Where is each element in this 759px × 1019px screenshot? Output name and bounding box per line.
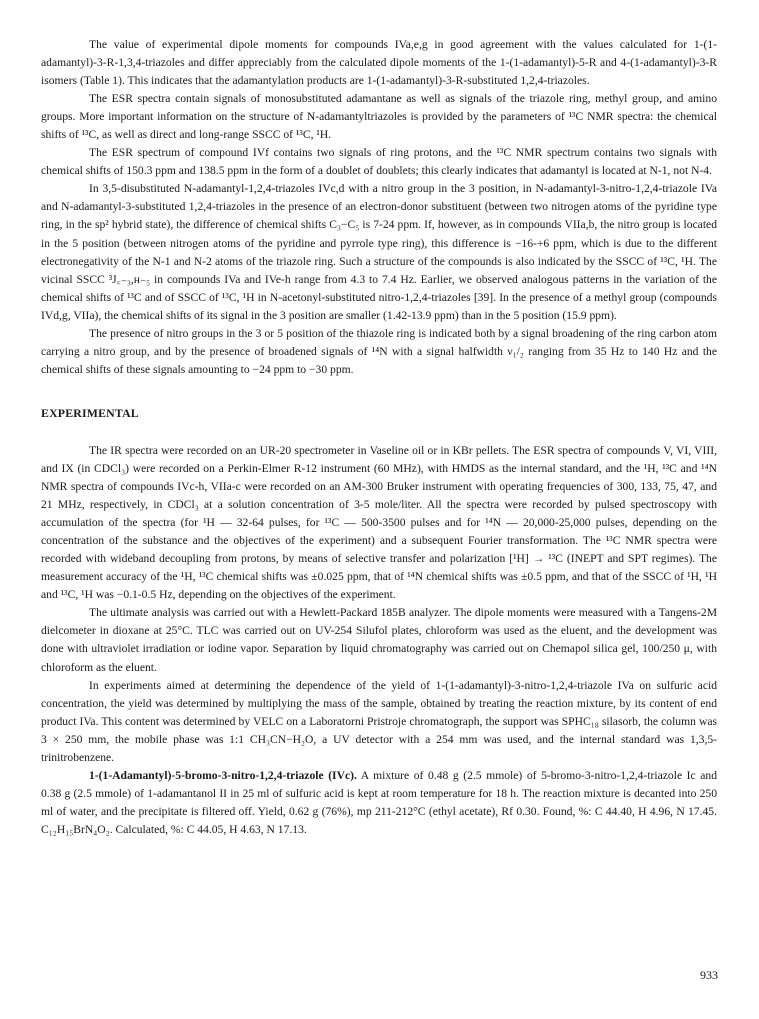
paragraph-esr-spectra: The ESR spectra contain signals of monosubstituted adamantane as well as signals of the triazole ring, methyl group, and amino groups. More important information on the structure of N-adamantyltriazoles is provided by the parameters of ¹³C NMR spectra: the chemical shifts of ¹³C, as well as direct and long-range SSCC of ¹³C, ¹H.	[41, 92, 717, 142]
page-number: 933	[700, 968, 718, 982]
compound-title-ivc: 1-(1-Adamantyl)-5-bromo-3-nitro-1,2,4-triazole (IVc).	[89, 768, 357, 782]
paragraph-spectra-methods: The IR spectra were recorded on an UR-20 spectrometer in Vaseline oil or in KBr pellets. The ESR spectra of compounds V, VI, VIII, and IX (in CDCl₃) were recorded on a Perkin-Elmer R-12 instrument (60 MHz), with HMDS as the internal standard, and the ¹H, ¹³C and ¹⁴N NMR spectra of compounds IVc-h, VIIa-c were recorded on an AM-300 Bruker instrument with operating frequencies of 300, 133, 75, 47, and 21 MHz, respectively, in CDCl₃ at a solution concentration of 3-5 mole/liter. All the spectra were recorded by pulsed spectroscopy with accumulation of the spectra (for ¹H — 32-64 pulses, for ¹³C — 500-3500 pulses and for ¹⁴N — 20,000-25,000 pulses, depending on the concentration of the substance and the objectives of the experiment) and a subsequent Fourier transformation. The ¹³C NMR spectra were recorded with wideband decoupling from protons, by means of selective transfer and polarization [¹H] → ¹³C (INEPT and SPT regimes). The measurement accuracy of the ¹H, ¹³C chemical shifts was ±0.025 ppm, that of ¹⁴N chemical shifts was ±0.5 ppm, and that of the SSCC of ¹H, ¹H and ¹³C, ¹H was −0.1-0.5 Hz, depending on the objectives of the experiment.	[41, 443, 717, 602]
section-heading-experimental: EXPERIMENTAL	[41, 405, 139, 420]
paragraph-synthesis-ivc	[41, 767, 717, 839]
paragraph-compound-ivf: The ESR spectrum of compound IVf contains two signals of ring protons, and the ¹³C NMR spectrum contains two signals with chemical shifts of 150.3 ppm and 138.5 ppm in the form of a doublet of doublets; this clearly indicates that adamantyl is located at N-1, not N-4.	[41, 146, 717, 178]
paragraph-nitro-groups: The presence of nitro groups in the 3 or 5 position of the thiazole ring is indicated both by a signal broadening of the ring carbon atom carrying a nitro group, and by the presence of broadened signals of ¹⁴N with a signal halfwidth ν₁/₂ ranging from 35 Hz to 140 Hz and the chemical shifts of these signals amounting to −24 ppm to −30 ppm.	[41, 326, 717, 376]
synthesis-procedure-text: A mixture of 0.48 g (2.5 mmole) of 5-bromo-3-nitro-1,2,4-triazole Ic and 0.38 g (2.5 mmole) of 1-adamantanol II in 25 ml of sulfuric acid is kept at room temperature for 18 h. The reaction mixture is decanted into 250 ml of water, and the precipitate is filtered off. Yield, 0.62 g (76%), mp 211-212°C (ethyl acetate), Rf 0.30. Found, %: C 44.40, H 4.96, N 17.45. C₁₂H₁₅BrN₄O₂. Calculated, %: C 44.05, H 4.63, N 17.13.	[41, 768, 718, 836]
article-page	[41, 36, 717, 839]
paragraph-yield-determination: In experiments aimed at determining the dependence of the yield of 1-(1-adamantyl)-3-nitro-1,2,4-triazole IVa on sulfuric acid concentration, the yield was determined by multiplying the mass of the sample, obtained by treating the reaction mixture, by its content of end product IVa. This content was determined by VELC on a Laboratorni Pristroje chromatograph, the support was SPHC₁₈ silasorb, the column was 3 × 250 mm, the mobile phase was 1:1 CH₃CN−H₂O, a UV detector with a 254 mm was used, and the internal standard was 1,3,5-trinitrobenzene.	[41, 678, 717, 764]
paragraph-disubstituted-triazoles: In 3,5-disubstituted N-adamantyl-1,2,4-triazoles IVc,d with a nitro group in the 3 position, in N-adamantyl-3-nitro-1,2,4-triazole IVa and N-adamantyl-3-substituted 1,2,4-triazoles in the presence of an electron-donor substituent (between two nitrogen atoms of the pyridine type ring, in the sp² hybrid state), the difference of chemical shifts C₃−C₅ is 7-24 ppm. If, however, as in compounds VIIa,b, the nitro group is located in the 5 position (between nitrogen atoms of the pyridine and pyrrole type ring), this difference is −16-+6 ppm, which is due to the different electronegativity of the N-1 and N-2 atoms of the triazole ring. Such a structure of the compounds is also indicated by the SSCC of ¹³C, ¹H. The vicinal SSCC ³J꜀₋₃,ʜ₋₅ in compounds IVa and IVe-h range from 4.3 to 7.4 Hz. Earlier, we observed analogous patterns in the variation of the chemical shifts of ¹³C and of SSCC of ¹³C, ¹H in N-acetonyl-substituted nitro-1,2,4-triazoles [39]. In the presence of a methyl group (compounds IVd,g, VIIa), the chemical shifts of its signal in the 3 position are smaller (1.42-13.9 ppm) than in the 5 position (15.9 ppm).	[41, 182, 717, 322]
paragraph-dipole-moments: The value of experimental dipole moments for compounds IVa,e,g in good agreement with the values calculated for 1-(1-adamantyl)-3-R-1,3,4-triazoles and differ appreciably from the calculated dipole moments of the 1-(1-adamantyl)-5-R and 4-(1-adamantyl)-3-R isomers (Table 1). This indicates that the adamantylation products are 1-(1-adamantyl)-3-R-substituted 1,2,4-triazoles.	[41, 38, 717, 88]
paragraph-ultimate-analysis: The ultimate analysis was carried out with a Hewlett-Packard 185B analyzer. The dipole moments were measured with a Tangens-2M dielcometer in dioxane at 25°C. TLC was carried out on UV-254 Silufol plates, chloroform was used as the eluent, and the development was done with ultraviolet irradiation or iodine vapor. Separation by liquid chromatography was carried out on Chemapol silica gel, 100/250 μ, with chloroform as the eluent.	[41, 606, 717, 674]
